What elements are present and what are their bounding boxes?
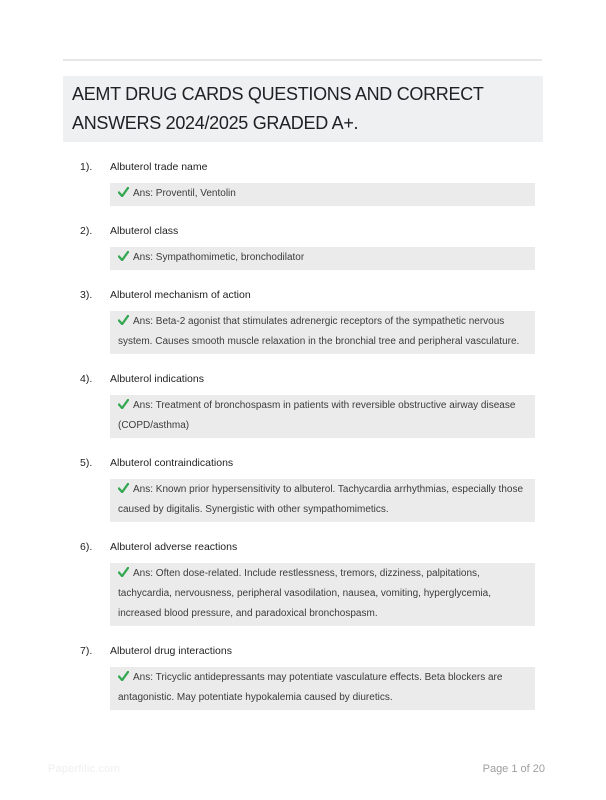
answer-text: Ans: Often dose-related. Include restlessness, tremors, dizziness, palpitations, tachycardia, nervousness, peripheral vasodilation, nausea, vomiting, hyperglycemia, increased blood pressure, and paradoxical bronchospasm.	[118, 568, 491, 619]
qa-item	[0, 224, 606, 270]
page-title-line2: ANSWERS 2024/2025 GRADED A+.	[72, 113, 359, 133]
answer-box	[110, 183, 535, 206]
qa-list	[0, 160, 606, 728]
answer-text: Ans: Known prior hypersensitivity to albuterol. Tachycardia arrhythmias, especially those caused by digitalis. Synergistic with other sympathomimetics.	[118, 484, 523, 515]
answer-box	[110, 311, 535, 354]
question-number: 6).	[80, 541, 93, 553]
qa-item	[0, 644, 606, 710]
question-text: Albuterol indications	[110, 373, 204, 385]
question-number: 7).	[80, 645, 93, 657]
site-watermark: Paperfilic.com	[48, 763, 120, 775]
answer-box	[110, 563, 535, 626]
check-icon	[118, 567, 129, 577]
question-row	[0, 456, 606, 471]
qa-item	[0, 540, 606, 626]
question-text: Albuterol mechanism of action	[110, 289, 251, 301]
answer-box	[110, 395, 535, 438]
check-icon	[118, 251, 129, 261]
check-icon	[118, 315, 129, 325]
question-row	[0, 160, 606, 175]
top-divider	[63, 59, 542, 61]
question-number: 2).	[80, 225, 93, 237]
question-row	[0, 224, 606, 239]
page-indicator: Page 1 of 20	[482, 763, 545, 775]
answer-text: Ans: Sympathomimetic, bronchodilator	[133, 252, 305, 263]
question-number: 5).	[80, 457, 93, 469]
question-row	[0, 540, 606, 555]
answer-text: Ans: Beta-2 agonist that stimulates adrenergic receptors of the sympathetic nervous system. Causes smooth muscle relaxation in the bronchial tree and peripheral vasculature.	[118, 316, 520, 347]
qa-item	[0, 372, 606, 438]
question-number: 4).	[80, 373, 93, 385]
answer-box	[110, 479, 535, 522]
question-text: Albuterol trade name	[110, 161, 208, 173]
question-number: 1).	[80, 161, 93, 173]
qa-item	[0, 160, 606, 206]
answer-text: Ans: Proventil, Ventolin	[133, 188, 236, 199]
page-title	[63, 76, 543, 142]
check-icon	[118, 399, 129, 409]
answer-text: Ans: Tricyclic antidepressants may potentiate vasculature effects. Beta blockers are antagonistic. May potentiate hypokalemia caused by diuretics.	[118, 672, 503, 703]
answer-box	[110, 667, 535, 710]
question-number: 3).	[80, 289, 93, 301]
page-title-line1: AEMT DRUG CARDS QUESTIONS AND CORRECT	[72, 84, 484, 104]
question-text: Albuterol class	[110, 225, 179, 237]
check-icon	[118, 187, 129, 197]
question-text: Albuterol contraindications	[110, 457, 234, 469]
check-icon	[118, 671, 129, 681]
check-icon	[118, 483, 129, 493]
question-text: Albuterol adverse reactions	[110, 541, 238, 553]
question-row	[0, 288, 606, 303]
question-row	[0, 644, 606, 659]
question-row	[0, 372, 606, 387]
qa-item	[0, 456, 606, 522]
answer-text: Ans: Treatment of bronchospasm in patients with reversible obstructive airway disease (COPD/asthma)	[118, 400, 516, 431]
answer-box	[110, 247, 535, 270]
qa-item	[0, 288, 606, 354]
question-text: Albuterol drug interactions	[110, 645, 232, 657]
